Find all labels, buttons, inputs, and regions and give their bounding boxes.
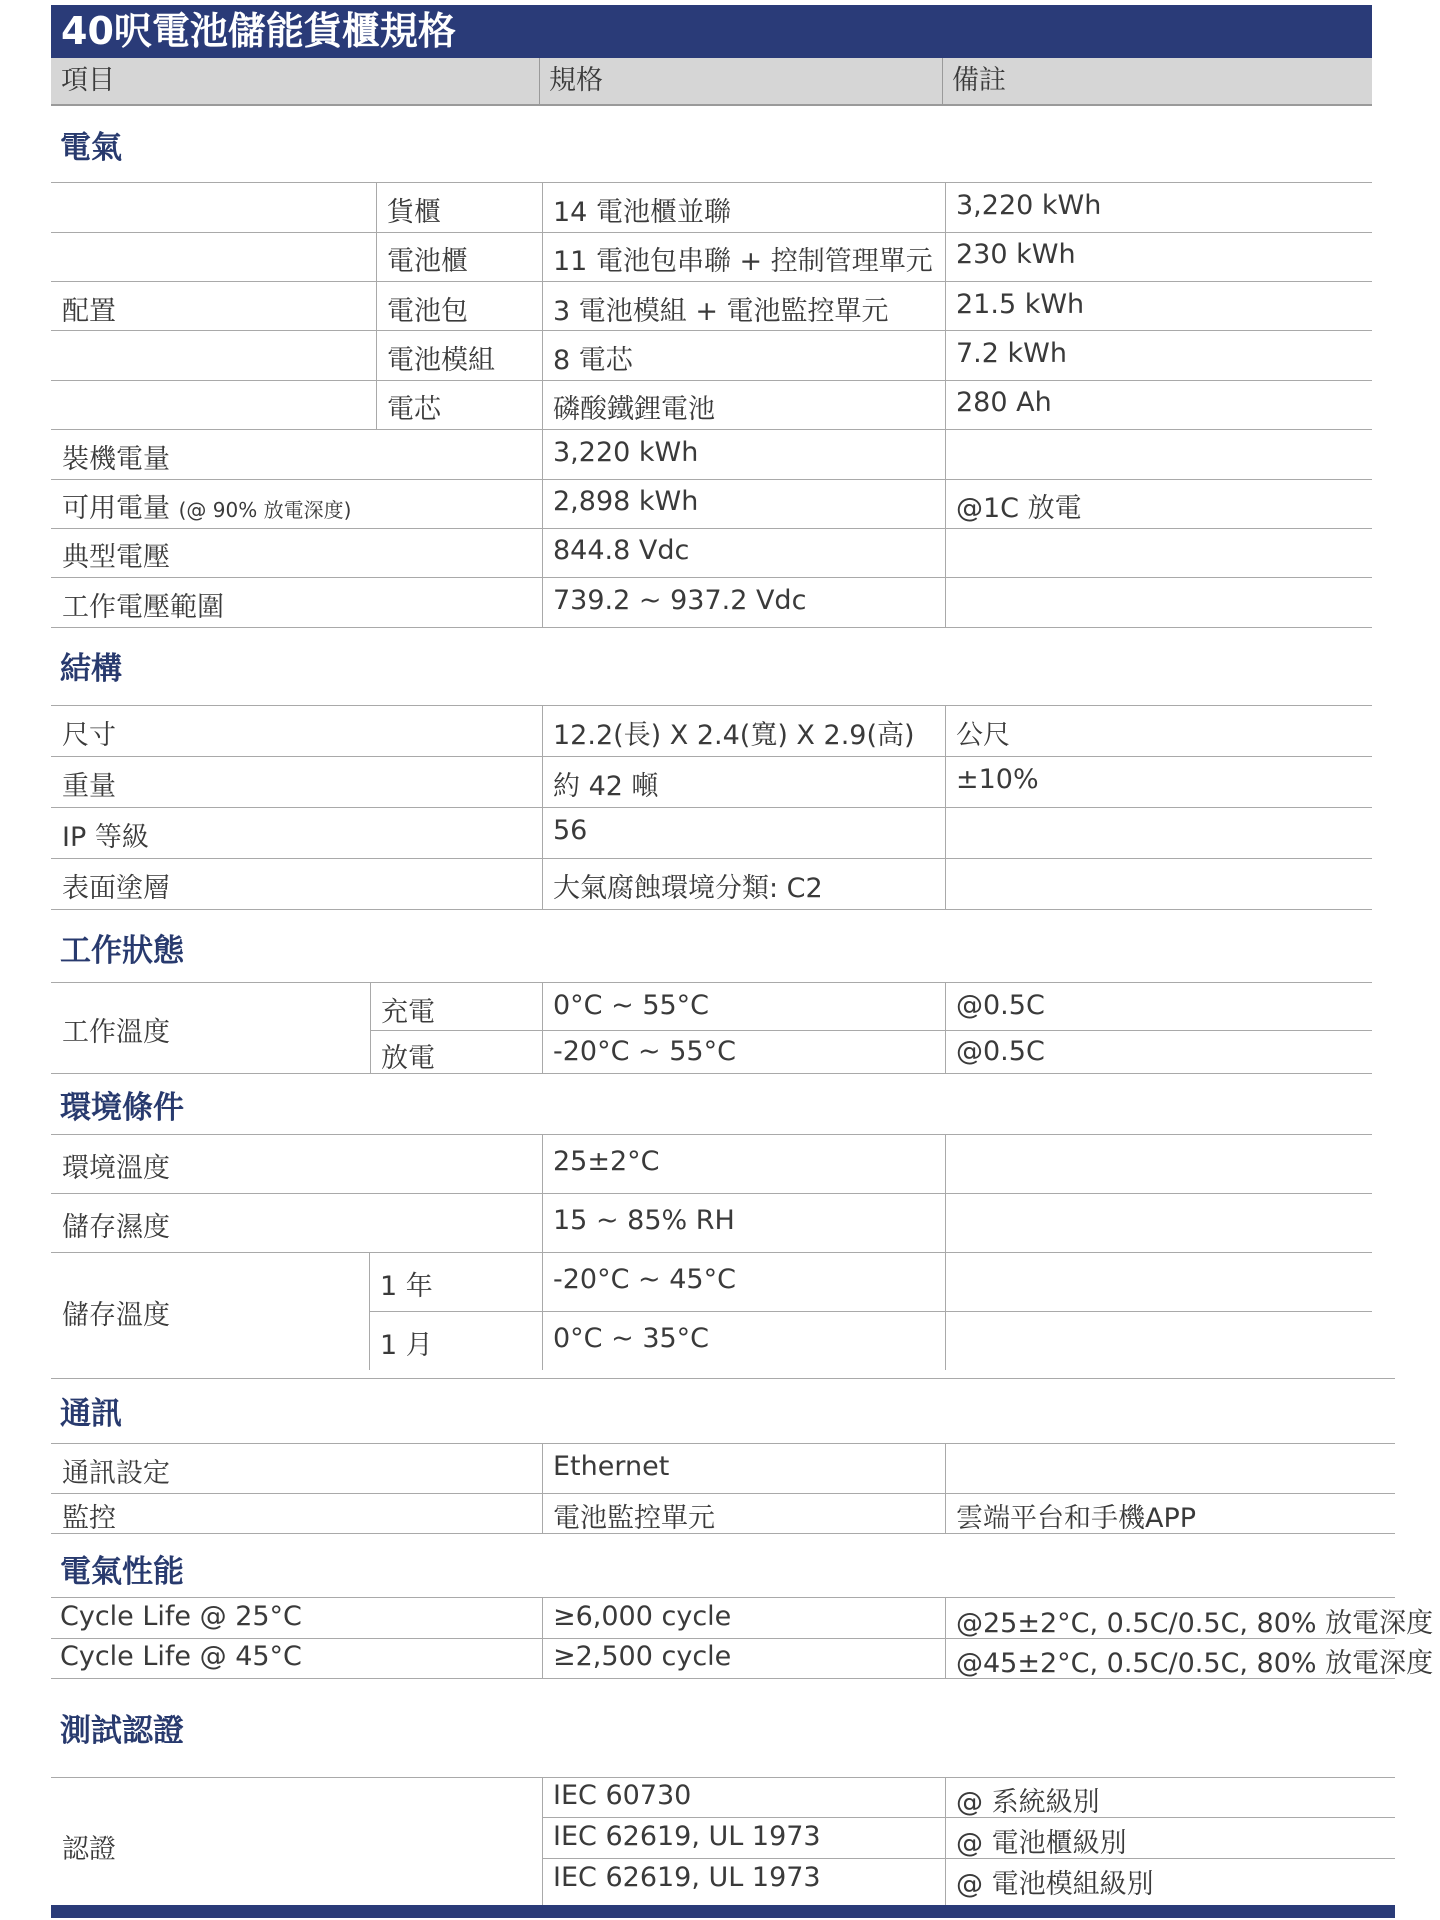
installed-spec: 3,220 kWh (553, 437, 699, 468)
structure-item: IP 等級 (62, 822, 149, 853)
config-spec: 14 電池櫃並聯 (553, 197, 731, 228)
working-temp-label: 工作溫度 (62, 1017, 170, 1048)
divider (51, 1777, 1395, 1778)
structure-item: 尺寸 (62, 720, 116, 751)
config-sub: 電池模組 (387, 345, 495, 376)
structure-item: 重量 (62, 771, 116, 802)
usable-note: @1C 放電 (956, 493, 1082, 524)
divider (51, 982, 1372, 983)
comm-spec: Ethernet (553, 1451, 670, 1482)
usable-item-qualifier: (@ 90% 放電深度) (178, 498, 352, 522)
storage-spec: -20°C ~ 45°C (553, 1264, 736, 1295)
config-sub: 電芯 (387, 394, 441, 425)
divider (51, 232, 1372, 233)
divider (51, 528, 1372, 529)
working-sub: 充電 (381, 997, 435, 1028)
config-note: 230 kWh (956, 239, 1076, 270)
table-header (51, 58, 1372, 106)
section-performance: 電氣性能 (60, 1554, 184, 1590)
section-communication: 通訊 (60, 1396, 122, 1432)
divider (51, 705, 1372, 706)
config-spec: 3 電池模組 + 電池監控單元 (553, 296, 889, 327)
divider (51, 577, 1372, 578)
storage-sub: 1 月 (380, 1330, 433, 1361)
working-spec: 0°C ~ 55°C (553, 990, 710, 1021)
voltage-range-item: 工作電壓範圍 (62, 592, 224, 623)
divider (51, 281, 1372, 282)
config-note: 3,220 kWh (956, 190, 1102, 221)
typical-voltage-item: 典型電壓 (62, 542, 170, 573)
certification-spec: IEC 62619, UL 1973 (553, 1821, 821, 1852)
performance-spec: ≥2,500 cycle (553, 1641, 732, 1672)
config-label: 配置 (62, 296, 116, 327)
storage-sub: 1 年 (380, 1271, 433, 1302)
divider (51, 1134, 1372, 1135)
divider (51, 1378, 1395, 1379)
working-spec: -20°C ~ 55°C (553, 1036, 736, 1067)
comm-item: 通訊設定 (62, 1458, 170, 1489)
certification-spec: IEC 62619, UL 1973 (553, 1862, 821, 1893)
divider (51, 1493, 1395, 1494)
divider (51, 1193, 1372, 1194)
section-electrical: 電氣 (60, 130, 122, 166)
performance-note: @25±2°C, 0.5C/0.5C, 80% 放電深度 (956, 1608, 1434, 1639)
certification-label: 認證 (62, 1834, 116, 1865)
structure-spec: 12.2(長) X 2.4(寬) X 2.9(高) (553, 720, 915, 751)
performance-note: @45±2°C, 0.5C/0.5C, 80% 放電深度 (956, 1648, 1434, 1679)
divider (369, 1311, 1372, 1312)
section-working: 工作狀態 (60, 933, 184, 969)
structure-spec: 56 (553, 815, 588, 846)
usable-item-label: 可用電量 (62, 493, 170, 524)
config-sub: 電池櫃 (387, 246, 468, 277)
divider (51, 380, 1372, 381)
comm-item: 監控 (62, 1503, 116, 1534)
config-spec: 磷酸鐵鋰電池 (553, 394, 715, 425)
structure-spec: 大氣腐蝕環境分類: C2 (553, 873, 823, 904)
divider (51, 627, 1372, 628)
divider (51, 807, 1372, 808)
humidity-item: 儲存濕度 (62, 1212, 170, 1243)
divider (51, 1252, 1372, 1253)
storage-spec: 0°C ~ 35°C (553, 1323, 710, 1354)
structure-item: 表面塗層 (62, 873, 170, 904)
bottom-bar (51, 1905, 1395, 1918)
divider (51, 1597, 1395, 1598)
section-environment: 環境條件 (60, 1090, 184, 1126)
comm-note: 雲端平台和手機APP (956, 1503, 1197, 1534)
humidity-spec: 15 ~ 85% RH (553, 1205, 735, 1236)
config-spec: 8 電芯 (553, 345, 633, 376)
divider (370, 1030, 1372, 1031)
section-certification: 測試認證 (60, 1713, 184, 1749)
header-spec: 規格 (549, 65, 603, 96)
structure-note: ±10% (956, 764, 1039, 795)
storage-temp-label: 儲存溫度 (62, 1300, 170, 1331)
structure-note: 公尺 (956, 720, 1010, 751)
working-note: @0.5C (956, 1036, 1045, 1067)
config-note: 280 Ah (956, 387, 1052, 418)
usable-item (52, 486, 351, 525)
certification-note: @ 電池模組級別 (956, 1869, 1154, 1900)
header-item: 項目 (61, 65, 115, 96)
certification-note: @ 系統級別 (956, 1787, 1100, 1818)
installed-item: 裝機電量 (62, 444, 170, 475)
header-note: 備註 (952, 65, 1006, 96)
voltage-range-spec: 739.2 ~ 937.2 Vdc (553, 585, 807, 616)
config-note: 7.2 kWh (956, 338, 1067, 369)
config-spec: 11 電池包串聯 + 控制管理單元 (553, 246, 933, 277)
divider (51, 330, 1372, 331)
config-sub: 貨櫃 (387, 197, 441, 228)
divider (51, 858, 1372, 859)
certification-spec: IEC 60730 (553, 1780, 692, 1811)
ambient-spec: 25±2°C (553, 1146, 660, 1177)
divider (945, 1134, 946, 1370)
config-note: 21.5 kWh (956, 289, 1085, 320)
comm-spec: 電池監控單元 (553, 1503, 715, 1534)
divider (51, 479, 1372, 480)
title-bar (51, 5, 1372, 58)
section-structure: 結構 (60, 651, 122, 687)
structure-spec: 約 42 噸 (553, 771, 659, 802)
divider (51, 182, 1372, 183)
performance-spec: ≥6,000 cycle (553, 1601, 732, 1632)
config-sub: 電池包 (387, 296, 468, 327)
divider (51, 1443, 1395, 1444)
working-sub: 放電 (381, 1043, 435, 1074)
page-title: 40呎電池儲能貨櫃規格 (61, 9, 456, 53)
divider (51, 1073, 1372, 1074)
performance-item: Cycle Life @ 25°C (60, 1601, 302, 1632)
divider (51, 909, 1372, 910)
usable-spec: 2,898 kWh (553, 486, 699, 517)
divider (51, 756, 1372, 757)
typical-voltage-spec: 844.8 Vdc (553, 535, 690, 566)
certification-note: @ 電池櫃級別 (956, 1828, 1127, 1859)
ambient-item: 環境溫度 (62, 1153, 170, 1184)
working-note: @0.5C (956, 990, 1045, 1021)
divider (51, 429, 1372, 430)
performance-item: Cycle Life @ 45°C (60, 1641, 302, 1672)
